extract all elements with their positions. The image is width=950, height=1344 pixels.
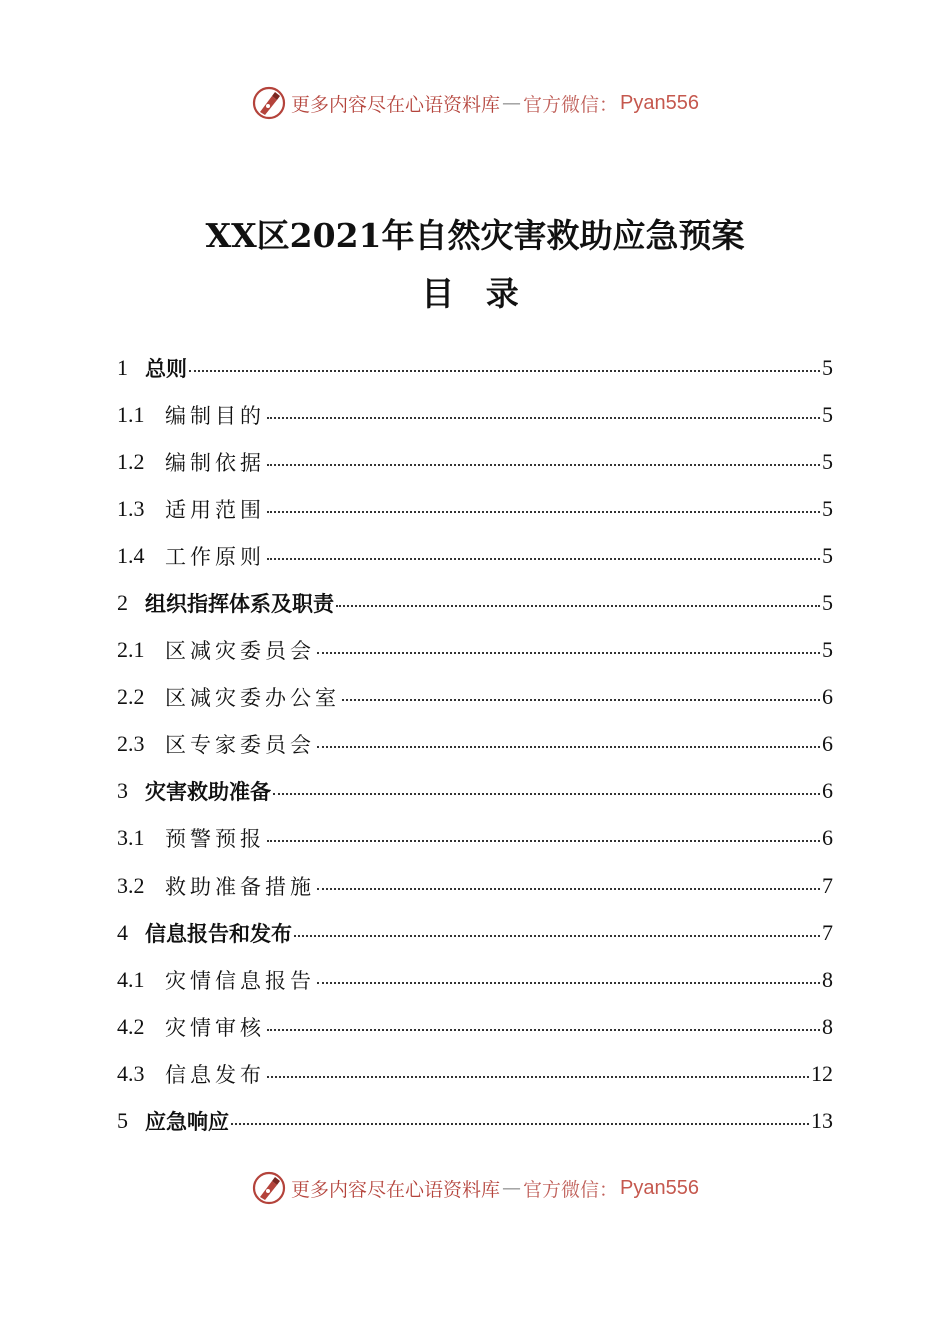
toc-dot-leader [317,638,820,662]
watermark-header [0,83,950,123]
toc-dot-leader [267,403,820,427]
toc-entry-number: 4.2 [117,1013,145,1039]
toc-dot-leader [267,450,820,474]
toc-entry[interactable] [117,909,833,956]
toc-entry[interactable] [117,579,833,626]
toc-entry[interactable] [117,674,833,721]
toc-dot-leader [317,968,820,992]
pen-nib-logo-icon [251,85,287,121]
toc-dot-leader [189,356,820,380]
toc-entry[interactable] [117,1003,833,1050]
toc-entry[interactable] [117,721,833,768]
toc-entry-page: 8 [822,1013,833,1039]
toc-entry-page: 7 [822,919,833,945]
toc-entry-label: 组织指挥体系及职责 [145,592,334,617]
toc-entry-number: 3.2 [117,872,145,898]
watermark-id: Pyan556 [620,91,699,114]
toc-entry[interactable] [117,862,833,909]
toc-entry-number: 4.1 [117,966,145,992]
toc-entry-label: 总则 [145,356,187,381]
toc-entry[interactable] [117,1098,833,1145]
toc-entry-label: 编制目的 [165,403,265,428]
toc-entry-label: 信息报告和发布 [145,921,292,946]
toc-entry[interactable] [117,532,833,579]
toc-entry-page: 5 [822,495,833,521]
toc-entry-page: 8 [822,966,833,992]
toc-entry-number: 1 [117,354,128,380]
toc-entry-page: 5 [822,401,833,427]
toc-entry-page: 6 [822,825,833,851]
watermark-text: 更多内容尽在心语资料库 [291,93,501,116]
toc-entry-number: 1.3 [117,495,145,521]
document-subtitle: 目 录 [421,274,529,313]
toc-entry[interactable] [117,344,833,391]
toc-entry-label: 应急响应 [145,1110,229,1135]
watermark-official: 官方微信： [523,1178,619,1201]
toc-dot-leader [342,685,820,709]
toc-dot-leader [273,779,820,803]
table-of-contents [117,344,833,1145]
toc-dot-leader [231,1109,809,1133]
toc-entry-page: 6 [822,684,833,710]
toc-dot-leader [336,591,820,615]
toc-entry-label: 救助准备措施 [165,874,315,899]
toc-entry-label: 灾情审核 [165,1015,265,1040]
toc-entry-label: 灾害救助准备 [145,780,271,805]
document-title: XX区2021年自然灾害救助应急预案 [205,216,745,255]
toc-entry[interactable] [117,1050,833,1097]
toc-entry-number: 3 [117,778,128,804]
toc-entry-page: 5 [822,542,833,568]
toc-entry[interactable] [117,768,833,815]
toc-entry-label: 区减灾委办公室 [165,686,340,711]
toc-entry-number: 1.2 [117,448,145,474]
pen-nib-logo-icon [251,1170,287,1206]
toc-entry-page: 5 [822,354,833,380]
toc-entry-page: 13 [811,1108,833,1134]
toc-entry-page: 12 [811,1060,833,1086]
toc-entry-number: 2 [117,590,128,616]
toc-dot-leader [267,497,820,521]
toc-entry-number: 2.2 [117,684,145,710]
toc-entry[interactable] [117,956,833,1003]
toc-dot-leader [267,544,820,568]
watermark-dash: — [502,92,522,114]
toc-dot-leader [267,1062,809,1086]
watermark-dash: — [502,1177,522,1199]
toc-dot-leader [294,921,820,945]
toc-dot-leader [267,1015,820,1039]
toc-entry[interactable] [117,485,833,532]
watermark-id: Pyan556 [620,1176,699,1199]
toc-entry-label: 区减灾委员会 [165,639,315,664]
toc-entry-page: 6 [822,731,833,757]
toc-entry-label: 编制依据 [165,450,265,475]
toc-entry-number: 2.3 [117,731,145,757]
toc-entry-number: 4 [117,919,128,945]
watermark-footer [0,1168,950,1208]
toc-entry[interactable] [117,815,833,862]
toc-entry-label: 适用范围 [165,497,265,522]
toc-entry-number: 4.3 [117,1060,145,1086]
toc-dot-leader [317,874,820,898]
toc-entry[interactable] [117,391,833,438]
toc-entry-number: 5 [117,1108,128,1134]
toc-dot-leader [267,826,820,850]
toc-entry-label: 区专家委员会 [165,733,315,758]
toc-entry-page: 5 [822,448,833,474]
toc-entry-number: 1.4 [117,542,145,568]
watermark-official: 官方微信： [523,93,619,116]
toc-entry[interactable] [117,627,833,674]
watermark-text: 更多内容尽在心语资料库 [291,1178,501,1201]
toc-entry-page: 5 [822,590,833,616]
toc-entry-page: 7 [822,872,833,898]
toc-entry-number: 3.1 [117,825,145,851]
toc-entry[interactable] [117,438,833,485]
toc-entry-page: 5 [822,637,833,663]
toc-entry-label: 预警预报 [165,827,265,852]
toc-dot-leader [317,732,820,756]
toc-entry-label: 信息发布 [165,1062,265,1087]
toc-entry-number: 1.1 [117,401,145,427]
toc-entry-label: 灾情信息报告 [165,968,315,993]
toc-entry-page: 6 [822,778,833,804]
toc-entry-number: 2.1 [117,637,145,663]
toc-entry-label: 工作原则 [165,544,265,569]
